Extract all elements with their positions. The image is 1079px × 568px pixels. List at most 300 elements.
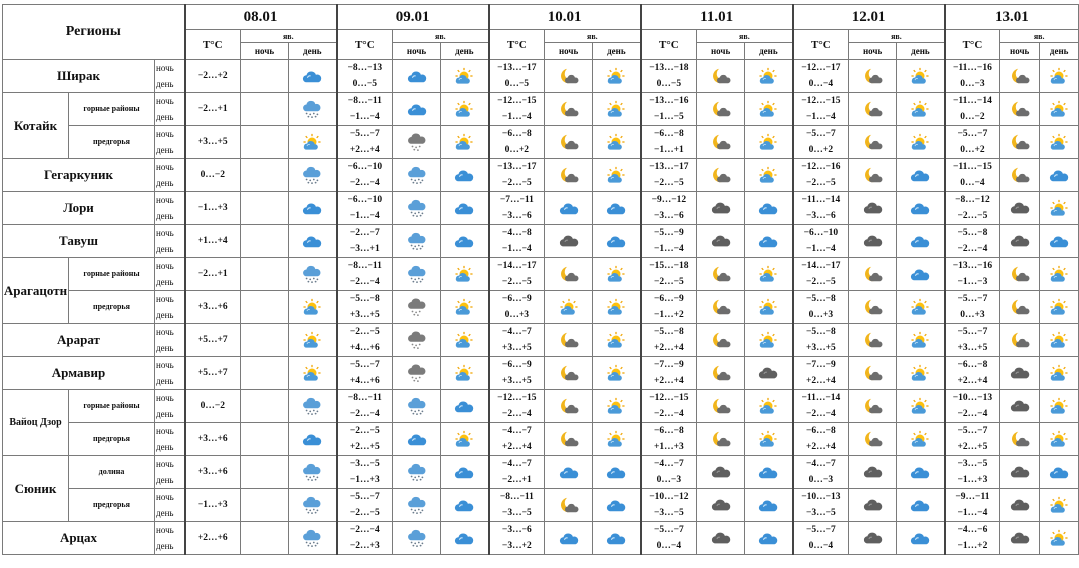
night-temp: −8…−11 [499, 492, 534, 502]
day-label: день [156, 442, 174, 452]
sun-icon [1048, 397, 1070, 414]
night-weather-cell [1000, 93, 1040, 126]
temperature-cell [489, 357, 545, 390]
day-temp: −1…−4 [805, 244, 836, 254]
temperature-cell [185, 423, 241, 456]
cloud-icon [757, 232, 779, 249]
phenomena-header: яв. [1000, 30, 1079, 43]
night-temp: −14…−17 [497, 261, 537, 271]
night-weather-cell [241, 192, 289, 225]
night-weather-cell [545, 390, 593, 423]
night-label: ночь [156, 63, 174, 73]
moon-icon [558, 166, 580, 183]
night-weather-cell [241, 225, 289, 258]
night-temp: −4…−7 [501, 459, 532, 469]
night-day-labels [155, 93, 185, 126]
temperature-cell [337, 159, 393, 192]
night-temp: −8…−11 [347, 96, 382, 106]
night-weather-cell [697, 456, 745, 489]
sun-icon [909, 67, 931, 84]
sun-icon [1048, 133, 1070, 150]
day-temp: 0…+3 [960, 310, 985, 320]
day-temp: 0…−2 [200, 401, 225, 411]
forecast-row [3, 291, 1079, 324]
night-weather-cell [697, 324, 745, 357]
night-weather-cell [545, 159, 593, 192]
moon-icon [710, 430, 732, 447]
day-temp: −2…−4 [349, 277, 380, 287]
temperature-cell [337, 93, 393, 126]
day-temp: −1…−4 [957, 508, 988, 518]
forecast-row [3, 258, 1079, 291]
day-weather-cell [289, 60, 337, 93]
day-weather-cell [897, 159, 945, 192]
temperature-cell [489, 522, 545, 555]
day-temp: −1…+3 [197, 203, 228, 213]
night-weather-cell [1000, 522, 1040, 555]
day-temp: 0…−5 [656, 79, 682, 89]
night-temp: −6…−8 [957, 360, 988, 370]
sun-icon [605, 331, 627, 348]
region-name: Тавуш [3, 225, 155, 258]
day-weather-cell [289, 390, 337, 423]
phenomena-header: яв. [545, 30, 641, 43]
day-weather-cell [289, 93, 337, 126]
sun-icon [301, 133, 323, 150]
dark-icon [862, 232, 884, 249]
day-temp: −2…−5 [501, 178, 532, 188]
day-weather-cell [441, 390, 489, 423]
sun-icon [605, 133, 627, 150]
date-header: 12.01 [793, 5, 945, 30]
sun-icon [757, 430, 779, 447]
night-weather-cell [393, 225, 441, 258]
night-weather-cell [849, 456, 897, 489]
night-weather-cell [545, 357, 593, 390]
snow-icon [406, 496, 428, 513]
night-weather-cell [697, 291, 745, 324]
day-weather-cell [441, 522, 489, 555]
night-weather-cell [393, 390, 441, 423]
day-temp: −2…−5 [805, 277, 836, 287]
temperature-cell [945, 324, 1000, 357]
temperature-cell [185, 225, 241, 258]
night-header: ночь [241, 43, 289, 60]
moon-icon [1009, 331, 1031, 348]
night-weather-cell [849, 93, 897, 126]
temperature-cell [489, 489, 545, 522]
night-temp: −13…−16 [649, 96, 689, 106]
night-weather-cell [545, 126, 593, 159]
day-weather-cell [289, 192, 337, 225]
day-weather-cell [745, 159, 793, 192]
day-temp: −2…−5 [501, 277, 532, 287]
day-weather-cell [593, 456, 641, 489]
night-weather-cell [1000, 324, 1040, 357]
day-weather-cell [593, 291, 641, 324]
temperature-cell [793, 225, 849, 258]
day-temp: +4…+6 [349, 343, 380, 353]
day-temp: −1…+3 [349, 475, 380, 485]
day-weather-cell [745, 291, 793, 324]
day-weather-cell [1040, 324, 1079, 357]
day-temp: 0…−3 [656, 475, 682, 485]
temperature-cell [945, 390, 1000, 423]
snow-icon [406, 529, 428, 546]
day-temp: +3…+5 [805, 343, 836, 353]
temperature-cell [185, 522, 241, 555]
temperature-cell [489, 324, 545, 357]
snow-icon [301, 463, 323, 480]
cloud-icon [1048, 166, 1070, 183]
day-weather-cell [745, 93, 793, 126]
night-weather-cell [1000, 126, 1040, 159]
moon-icon [558, 430, 580, 447]
day-temp: +2…+4 [349, 145, 380, 155]
region-name: Арагацотн [3, 258, 69, 324]
snow-icon [406, 397, 428, 414]
night-weather-cell [1000, 390, 1040, 423]
moon-icon [862, 430, 884, 447]
day-temp: 0…−5 [352, 79, 378, 89]
temperature-cell [185, 126, 241, 159]
cloud-icon [406, 430, 428, 447]
night-temp: −7…−9 [805, 360, 836, 370]
night-temp: −2…−7 [349, 228, 380, 238]
night-weather-cell [849, 324, 897, 357]
day-temp: 0…−2 [200, 170, 225, 180]
day-weather-cell [1040, 423, 1079, 456]
temperature-cell [337, 192, 393, 225]
moon-icon [710, 298, 732, 315]
day-weather-cell [897, 423, 945, 456]
forecast-row [3, 423, 1079, 456]
temperature-cell [641, 324, 697, 357]
temperature-cell [945, 60, 1000, 93]
cloud-icon [605, 463, 627, 480]
sun-icon [1048, 67, 1070, 84]
cloud-icon [757, 529, 779, 546]
day-weather-cell [593, 423, 641, 456]
moon-icon [558, 67, 580, 84]
temperature-cell [489, 93, 545, 126]
night-weather-cell [697, 192, 745, 225]
night-weather-cell [393, 159, 441, 192]
day-label: день [156, 376, 174, 386]
cloud-icon [605, 496, 627, 513]
night-weather-cell [393, 489, 441, 522]
forecast-row [3, 126, 1079, 159]
temperature-cell [945, 192, 1000, 225]
night-temp: −6…−10 [347, 195, 383, 205]
night-weather-cell [393, 423, 441, 456]
night-weather-cell [393, 324, 441, 357]
night-temp: −12…−16 [801, 162, 841, 172]
cloud-icon [909, 232, 931, 249]
day-weather-cell [1040, 93, 1079, 126]
night-weather-cell [697, 522, 745, 555]
night-temp: −8…−11 [347, 261, 382, 271]
sun-icon [301, 298, 323, 315]
cloud-icon [909, 199, 931, 216]
night-weather-cell [849, 192, 897, 225]
night-weather-cell [697, 225, 745, 258]
night-label: ночь [156, 492, 174, 502]
temperature-cell [793, 192, 849, 225]
temperature-cell [337, 489, 393, 522]
day-weather-cell [897, 522, 945, 555]
night-weather-cell [849, 60, 897, 93]
day-temp: −1…−4 [653, 244, 684, 254]
cloud-icon [558, 199, 580, 216]
day-label: день [156, 310, 174, 320]
subregion-name: долина [69, 456, 155, 489]
day-temp: −2…−5 [349, 508, 380, 518]
day-temp: −1…+2 [957, 541, 988, 551]
sun-icon [757, 100, 779, 117]
cloud-icon [301, 67, 323, 84]
night-label: ночь [156, 360, 174, 370]
temperature-cell [185, 93, 241, 126]
day-weather-cell [897, 192, 945, 225]
day-header: день [593, 43, 641, 60]
forecast-container [2, 4, 1069, 555]
night-temp: −11…−16 [953, 63, 992, 73]
day-weather-cell [1040, 522, 1079, 555]
night-temp: −5…−7 [653, 525, 684, 535]
day-weather-cell [1040, 258, 1079, 291]
sun-icon [453, 331, 475, 348]
rain-icon [406, 331, 428, 348]
cloud-icon [909, 166, 931, 183]
dark-icon [1009, 199, 1031, 216]
subregion-name: предгорья [69, 423, 155, 456]
sun-icon [453, 100, 475, 117]
night-label: ночь [156, 327, 174, 337]
dark-icon [1009, 463, 1031, 480]
night-weather-cell [241, 60, 289, 93]
night-temp: −2…−5 [349, 426, 380, 436]
date-header: 10.01 [489, 5, 641, 30]
temperature-cell [641, 522, 697, 555]
phenomena-header: яв. [241, 30, 337, 43]
sun-icon [558, 298, 580, 315]
forecast-row [3, 159, 1079, 192]
region-name: Сюник [3, 456, 69, 522]
temp-header: T°C [793, 30, 849, 60]
day-temp: −2…−4 [805, 409, 836, 419]
night-temp: −5…−8 [349, 294, 380, 304]
day-weather-cell [745, 126, 793, 159]
day-weather-cell [897, 324, 945, 357]
night-weather-cell [393, 60, 441, 93]
moon-icon [1009, 100, 1031, 117]
day-weather-cell [593, 357, 641, 390]
temperature-cell [641, 456, 697, 489]
day-temp: +3…+6 [197, 467, 228, 477]
day-temp: −2…−4 [653, 409, 684, 419]
temperature-cell [185, 390, 241, 423]
night-temp: −12…−15 [801, 96, 841, 106]
dark-icon [710, 199, 732, 216]
forecast-row [3, 390, 1079, 423]
night-label: ночь [156, 459, 174, 469]
day-weather-cell [441, 357, 489, 390]
night-day-labels [155, 489, 185, 522]
date-header: 09.01 [337, 5, 489, 30]
day-temp: +5…+7 [197, 368, 228, 378]
night-weather-cell [241, 291, 289, 324]
temperature-cell [337, 324, 393, 357]
dark-icon [710, 232, 732, 249]
day-temp: −3…−6 [805, 211, 836, 221]
night-temp: −6…−8 [805, 426, 836, 436]
snow-icon [406, 232, 428, 249]
day-weather-cell [745, 225, 793, 258]
day-temp: −1…−4 [501, 244, 532, 254]
forecast-row [3, 489, 1079, 522]
night-temp: −5…−8 [805, 294, 836, 304]
night-temp: −5…−7 [957, 294, 988, 304]
day-temp: −3…−5 [501, 508, 532, 518]
night-weather-cell [697, 60, 745, 93]
temperature-cell [641, 258, 697, 291]
night-temp: −7…−9 [653, 360, 684, 370]
temperature-cell [489, 258, 545, 291]
cloud-icon [453, 166, 475, 183]
day-weather-cell [897, 489, 945, 522]
sun-icon [757, 331, 779, 348]
sun-icon [1048, 430, 1070, 447]
temperature-cell [641, 291, 697, 324]
day-weather-cell [289, 324, 337, 357]
moon-icon [558, 496, 580, 513]
day-label: день [156, 277, 174, 287]
temperature-cell [793, 522, 849, 555]
cloud-icon [453, 199, 475, 216]
day-temp: +3…+5 [957, 343, 988, 353]
day-weather-cell [897, 390, 945, 423]
forecast-row [3, 93, 1079, 126]
day-temp: −3…−6 [653, 211, 684, 221]
temperature-cell [641, 357, 697, 390]
night-weather-cell [393, 93, 441, 126]
sun-icon [909, 430, 931, 447]
day-temp: +3…+5 [501, 376, 532, 386]
night-weather-cell [545, 60, 593, 93]
night-weather-cell [241, 324, 289, 357]
temperature-cell [185, 159, 241, 192]
temperature-cell [641, 423, 697, 456]
temperature-cell [337, 456, 393, 489]
day-temp: −3…−5 [653, 508, 684, 518]
cloud-icon [453, 397, 475, 414]
cloud-icon [406, 100, 428, 117]
sun-icon [453, 67, 475, 84]
night-temp: −3…−6 [501, 525, 532, 535]
night-weather-cell [697, 423, 745, 456]
temperature-cell [185, 357, 241, 390]
night-weather-cell [241, 522, 289, 555]
day-weather-cell [897, 93, 945, 126]
dark-icon [862, 529, 884, 546]
night-temp: −5…−8 [653, 327, 684, 337]
sun-icon [605, 430, 627, 447]
night-day-labels [155, 258, 185, 291]
night-weather-cell [1000, 456, 1040, 489]
day-temp: +1…+3 [653, 442, 684, 452]
night-temp: −6…−8 [501, 129, 532, 139]
night-label: ночь [156, 96, 174, 106]
night-header: ночь [1000, 43, 1040, 60]
day-temp: 0…−4 [656, 541, 682, 551]
night-day-labels [155, 522, 185, 555]
dark-icon [558, 232, 580, 249]
day-label: день [156, 112, 174, 122]
day-weather-cell [441, 423, 489, 456]
day-header: день [441, 43, 489, 60]
day-temp: 0…+2 [504, 145, 530, 155]
cloud-icon [757, 496, 779, 513]
moon-icon [558, 265, 580, 282]
dark-icon [862, 199, 884, 216]
night-weather-cell [1000, 192, 1040, 225]
night-weather-cell [1000, 159, 1040, 192]
day-weather-cell [593, 258, 641, 291]
temperature-cell [337, 357, 393, 390]
temperature-cell [793, 390, 849, 423]
sun-icon [757, 166, 779, 183]
day-weather-cell [1040, 456, 1079, 489]
snow-icon [301, 166, 323, 183]
night-weather-cell [241, 258, 289, 291]
moon-icon [862, 133, 884, 150]
temperature-cell [489, 456, 545, 489]
cloud-icon [909, 496, 931, 513]
day-weather-cell [745, 522, 793, 555]
night-weather-cell [393, 258, 441, 291]
night-weather-cell [241, 423, 289, 456]
night-temp: −9…−11 [955, 492, 990, 502]
day-weather-cell [897, 126, 945, 159]
region-name: Лори [3, 192, 155, 225]
day-weather-cell [745, 258, 793, 291]
night-temp: −6…−10 [803, 228, 839, 238]
night-weather-cell [1000, 423, 1040, 456]
moon-icon [862, 364, 884, 381]
day-temp: −3…−5 [805, 508, 836, 518]
night-label: ночь [156, 261, 174, 271]
day-temp: −3…+1 [349, 244, 380, 254]
day-temp: +3…+5 [197, 137, 228, 147]
night-temp: −13…−16 [952, 261, 993, 271]
cloud-icon [757, 463, 779, 480]
night-temp: −11…−15 [953, 162, 992, 172]
night-weather-cell [241, 456, 289, 489]
night-day-labels [155, 192, 185, 225]
sun-icon [605, 67, 627, 84]
night-day-labels [155, 357, 185, 390]
dark-icon [862, 496, 884, 513]
sun-icon [1048, 100, 1070, 117]
day-weather-cell [593, 522, 641, 555]
day-temp: −1…−4 [349, 211, 380, 221]
forecast-row [3, 192, 1079, 225]
sun-icon [1048, 364, 1070, 381]
temperature-cell [489, 225, 545, 258]
night-temp: −5…−7 [805, 525, 836, 535]
sun-icon [453, 364, 475, 381]
